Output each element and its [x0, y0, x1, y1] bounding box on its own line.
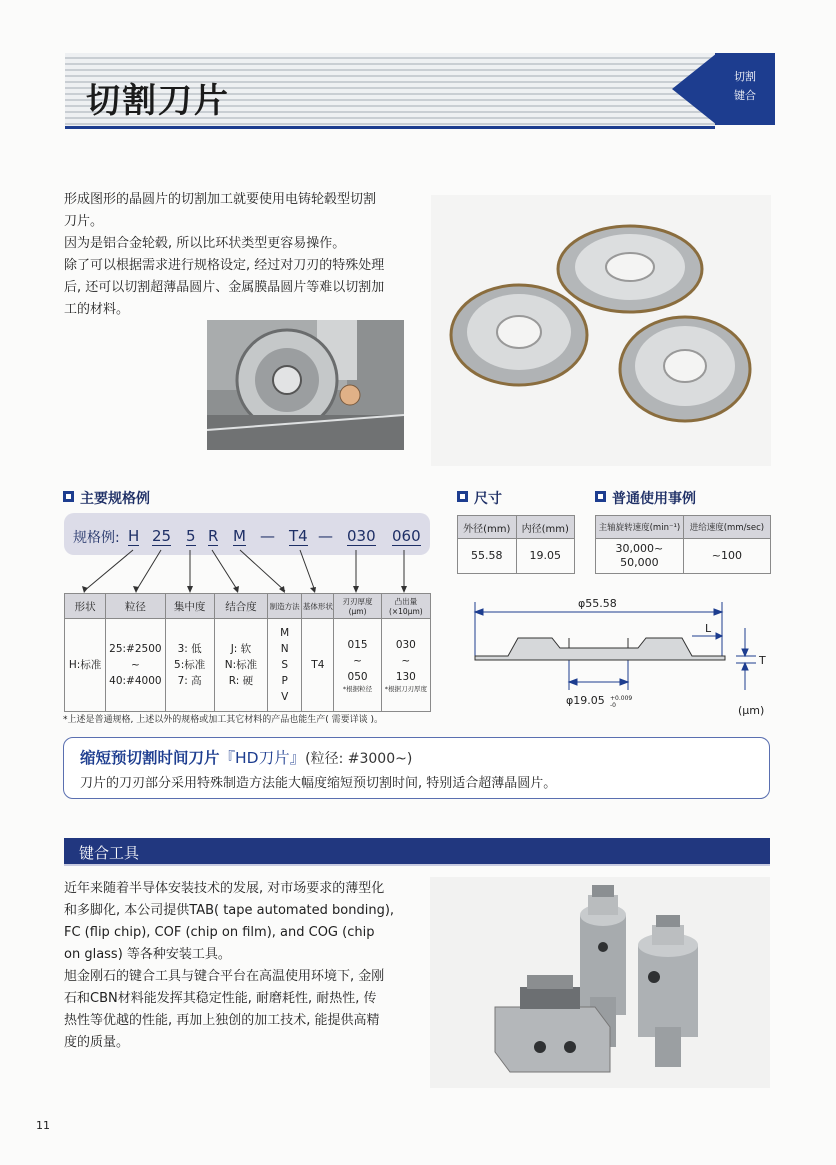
size-section-heading: 尺寸 [457, 488, 502, 508]
page-title: 切割刀片 [86, 81, 230, 121]
tools-illustration [430, 877, 770, 1088]
thickness-label: T [759, 654, 766, 667]
header-exposure: 凸出量(×10μm) [381, 594, 430, 619]
cell-exposure: 030 ~ 130 *根据刀刃厚度 [381, 619, 430, 712]
bond-line: 和多脚化, 本公司提供TAB( tape automated bonding), [64, 903, 395, 918]
header-bond: 结合度 [214, 594, 267, 619]
intro-line: 工的材料。 [64, 302, 130, 317]
length-label: L [705, 622, 712, 635]
hd-blade-title: 缩短预切割时间刀片『HD刀片』(粒径: #3000~) [80, 749, 413, 767]
spec-table [64, 593, 431, 712]
header-body: 基体形状 [302, 594, 334, 619]
spec-code-shape: H [128, 527, 140, 545]
intro-line: 刀片。 [64, 214, 104, 229]
hd-blade-description: 刀片的刀刃部分采用特殊制造方法能大幅度缩短预切割时间, 特别适合超薄晶圆片。 [80, 776, 557, 791]
intro-line: 因为是铝合金轮毂, 所以比环状类型更容易操作。 [64, 236, 346, 251]
blades-photo [431, 195, 771, 466]
table-header-row [65, 594, 431, 619]
tag-line-1: 切割 [734, 70, 756, 83]
dicing-machine-photo [207, 320, 404, 450]
spec-code-bond: R [208, 527, 219, 545]
unit-label: (μm) [738, 704, 765, 717]
header-feed: 进给速度(mm/sec) [683, 516, 770, 539]
header-spindle: 主轴旋转速度(min⁻¹) [596, 516, 684, 539]
header-grain: 粒径 [106, 594, 165, 619]
intro-text [64, 189, 414, 321]
header-inner: 内径(mm) [516, 516, 575, 539]
spec-code-grain: 25 [152, 527, 172, 545]
cell-method: M N S P V [268, 619, 302, 712]
outer-diameter-label: φ55.58 [578, 597, 617, 610]
bond-line: 旭金刚石的键合工具与键合平台在高温使用环境下, 金刚 [64, 969, 385, 984]
table-row [65, 619, 431, 712]
table-row [596, 539, 771, 574]
spec-code-dash: — [260, 527, 275, 545]
bond-line: 度的质量。 [64, 1035, 130, 1050]
table-header-row [458, 516, 575, 539]
blade-2 [451, 285, 587, 385]
bond-line: FC (flip chip), COF (chip on film), and COG (chip [64, 925, 375, 940]
intro-line: 除了可以根据需求进行规格设定, 经过对刀刃的特殊处理 [64, 258, 385, 273]
cell-body: T4 [302, 619, 334, 712]
square-bullet-icon [63, 491, 74, 502]
blade-diagram [460, 590, 780, 730]
tool-right [638, 915, 698, 1067]
square-bullet-icon [595, 491, 606, 502]
spec-code-exposure: 060 [392, 527, 421, 545]
cell-concentration: 3: 低 5:标准 7: 高 [165, 619, 214, 712]
bonding-text [64, 878, 414, 1054]
header-method: 制造方法 [268, 594, 302, 619]
bond-line: 热性等优越的性能, 再加上独创的加工技术, 能提供高精 [64, 1013, 380, 1028]
usage-section-heading: 普通使用事例 [595, 488, 696, 508]
blade-1 [558, 226, 702, 312]
spec-code-thickness: 030 [347, 527, 376, 545]
table-header-row [596, 516, 771, 539]
bond-line: on glass) 等各种安装工具。 [64, 947, 231, 962]
cell-shape: H:标准 [65, 619, 106, 712]
bonding-tools-photo [430, 877, 770, 1088]
header-concentration: 集中度 [165, 594, 214, 619]
header-outer: 外径(mm) [458, 516, 517, 539]
cell-inner: 19.05 [516, 539, 575, 574]
category-tag [715, 53, 775, 125]
tag-arrow [672, 53, 717, 125]
header-thickness: 刃刃厚度(μm) [334, 594, 381, 619]
usage-table [595, 515, 771, 574]
spec-code-concentration: 5 [186, 527, 196, 545]
tolerance-minus: -0 [610, 702, 616, 709]
cell-thickness: 015 ~ 050 *根据粒径 [334, 619, 381, 712]
cell-bond: J: 软 N:标准 R: 硬 [214, 619, 267, 712]
spec-section-heading: 主要规格例 [63, 488, 150, 508]
spec-code-dash: — [318, 527, 333, 545]
table-row [458, 539, 575, 574]
page-number: 11 [36, 1119, 50, 1132]
cell-grain: 25:#2500 ~ 40:#4000 [106, 619, 165, 712]
blades-illustration [431, 195, 771, 466]
spec-code-method: M [233, 527, 246, 545]
square-bullet-icon [457, 491, 468, 502]
cell-feed: ~100 [683, 539, 770, 574]
bond-line: 近年来随着半导体安装技术的发展, 对市场要求的薄型化 [64, 881, 385, 896]
bond-line: 石和CBN材料能发挥其稳定性能, 耐磨耗性, 耐热性, 传 [64, 991, 377, 1006]
intro-line: 形成图形的晶圆片的切割加工就要使用电铸轮毂型切割 [64, 192, 377, 207]
bonding-heading: 键合工具 [79, 844, 140, 862]
cell-spindle: 30,000~ 50,000 [596, 539, 684, 574]
inner-diameter-label: φ19.05 [566, 694, 605, 707]
spec-arrows [60, 548, 440, 596]
spec-example-label: 规格例: [73, 530, 120, 546]
tolerance-plus: +0.009 [610, 695, 633, 702]
spec-note: *上述是普通规格, 上述以外的规格或加工其它材料的产品也能生产( 需要详谈 )。 [63, 715, 383, 725]
tag-line-2: 键合 [734, 89, 756, 102]
bonding-section-bar [64, 838, 770, 864]
machine-illustration [207, 320, 404, 450]
cell-outer: 55.58 [458, 539, 517, 574]
blade-3 [620, 317, 750, 421]
spec-code-body: T4 [289, 527, 308, 545]
header-shape: 形状 [65, 594, 106, 619]
size-table [457, 515, 575, 574]
intro-line: 后, 还可以切割超薄晶圆片、金属膜晶圆片等难以切割加 [64, 280, 385, 295]
